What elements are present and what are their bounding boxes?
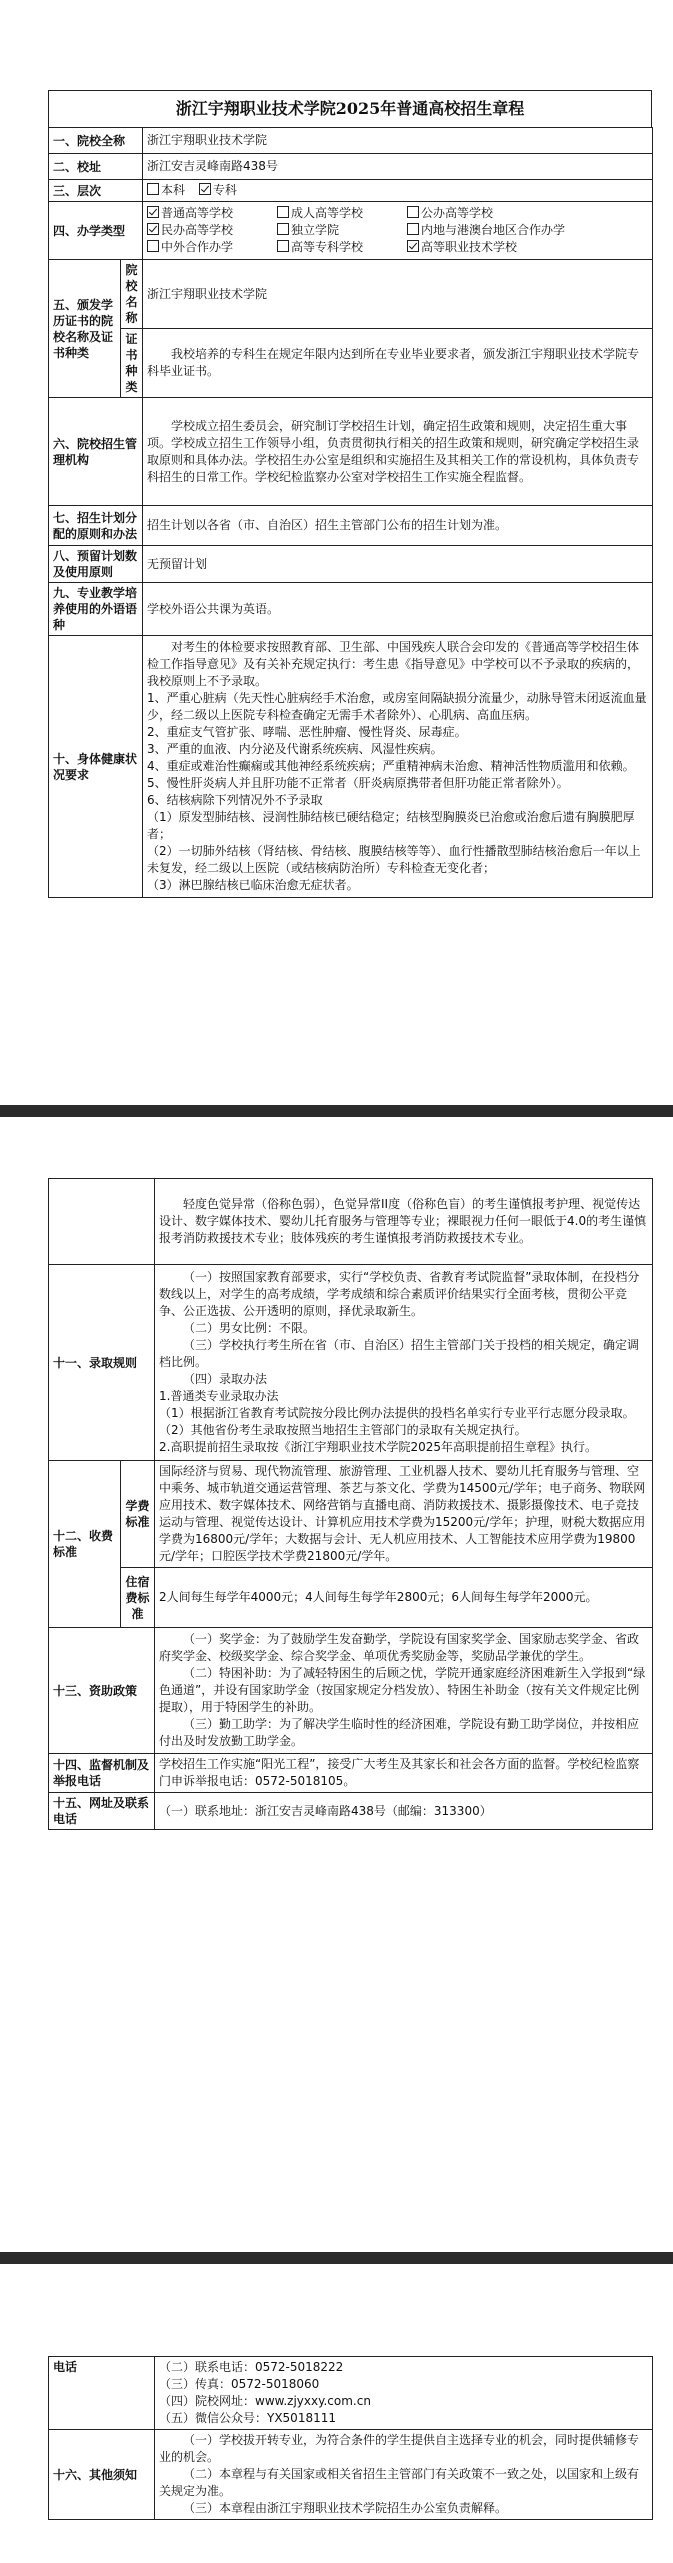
row-label: 五、颁发学历证书的院校名称及证书种类 bbox=[49, 260, 121, 398]
charter-table-1 bbox=[48, 127, 653, 898]
row-value: 国际经济与贸易、现代物流管理、旅游管理、工业机器人技术、婴幼儿托育服务与管理、空中乘务、城市轨道交通运营管理、茶艺与茶文化、学费为14500元/学年；电子商务、物联网应用技术、数字媒体技术、网络营销与直播电商、消防救援技术、摄影摄像技术、电子竞技运动与管理、视觉传达设计、计算机应用技术学费为15200元/学年；护理，财税大数据应用学费为16800元/学年；大数据与会计、无人机应用技术、人工智能技术应用学费为19800元/学年；口腔医学技术学费21800元/学年。 bbox=[155, 1461, 653, 1568]
row-value: 学校外语公共课为英语。 bbox=[143, 583, 653, 636]
other-text: （一）学校拔开转专业，为符合条件的学生提供自主选择专业的机会，同时提供辅修专业的机会。 （二）本章程与有关国家或相关省招生主管部门有关政策不一致之处，以国家和上级有关规定为准。 （三）本章程由浙江宇翔职业技术学院招生办公室负责解释。 bbox=[155, 2430, 653, 2520]
level-options bbox=[143, 180, 653, 202]
row-campus bbox=[49, 154, 653, 180]
row-value: 无预留计划 bbox=[143, 546, 653, 583]
row-label: 四、办学类型 bbox=[49, 202, 143, 260]
type-option[interactable]: 独立学院 bbox=[277, 222, 397, 239]
page-2 bbox=[48, 1178, 652, 1830]
checkbox-icon bbox=[277, 206, 289, 218]
row-value: 我校培养的专科生在规定年限内达到所在专业毕业要求者，颁发浙江宇翔职业技术学院专科毕业证书。 bbox=[143, 329, 653, 398]
level-option[interactable]: 专科 bbox=[199, 182, 237, 199]
sub-label: 学费标准 bbox=[121, 1461, 155, 1568]
type-option[interactable]: 公办高等学校 bbox=[407, 205, 493, 222]
row-fee-dorm bbox=[49, 1568, 653, 1628]
checkbox-icon bbox=[407, 223, 419, 235]
checkbox-checked-icon bbox=[407, 240, 419, 252]
row-cert-school bbox=[49, 260, 653, 329]
type-option[interactable]: 民办高等学校 bbox=[147, 222, 267, 239]
row-label: 十四、监督机制及举报电话 bbox=[49, 1754, 155, 1793]
row-label: 十三、资助政策 bbox=[49, 1628, 155, 1754]
row-value: 学校成立招生委员会，研究制订学校招生计划，确定招生政策和规则，决定招生重大事项。学校成立招生工作领导小组，负责贯彻执行相关的招生政策和规则，研究确定学校招生录取原则和具体办法。学校招生办公室是组织和实施招生及其相关工作的常设机构，具体负责专科招生的日常工作。学校纪检监察办公室对学校招生工作实施全程监督。 bbox=[143, 398, 653, 506]
row-cert-type bbox=[49, 329, 653, 398]
row-contact bbox=[49, 1793, 653, 1830]
checkbox-icon bbox=[407, 206, 419, 218]
sub-label: 证书种类 bbox=[121, 329, 143, 398]
row-aid bbox=[49, 1628, 653, 1754]
row-label: 二、校址 bbox=[49, 154, 143, 180]
row-value: 浙江宇翔职业技术学院 bbox=[143, 128, 653, 154]
charter-table-2 bbox=[48, 1178, 653, 1830]
row-label: 十五、网址及联系电话 bbox=[49, 1793, 155, 1830]
contact-text: （二）联系电话：0572-5018222 （三）传真：0572-5018060 （四）院校网址：www.zjyxxy.com.cn （五）微信公众号：YX5018111 bbox=[155, 2357, 653, 2430]
type-option[interactable]: 高等专科学校 bbox=[277, 239, 397, 256]
row-fee-tuition bbox=[49, 1461, 653, 1568]
row-admit bbox=[49, 1265, 653, 1461]
row-value: 浙江宇翔职业技术学院 bbox=[143, 260, 653, 329]
row-value: 轻度色觉异常（俗称色弱），色觉异常II度（俗称色盲）的考生谨慎报考护理、视觉传达设计、数字媒体技术、婴幼儿托育服务与管理等专业；裸眼视力任何一眼低于4.0的考生谨慎报考消防救援技术专业；肢体残疾的考生谨慎报考消防救援技术专业。 bbox=[155, 1179, 653, 1265]
row-presale bbox=[49, 546, 653, 583]
row-lang bbox=[49, 583, 653, 636]
row-label: 三、层次 bbox=[49, 180, 143, 202]
row-label-empty bbox=[49, 1179, 155, 1265]
row-org bbox=[49, 398, 653, 506]
row-level bbox=[49, 180, 653, 202]
checkbox-icon bbox=[277, 240, 289, 252]
row-label: 九、专业教学培养使用的外语语种 bbox=[49, 583, 143, 636]
page-3 bbox=[48, 2356, 652, 2520]
page-title: 浙江宇翔职业技术学院2025年普通高校招生章程 bbox=[48, 90, 652, 127]
row-value: （一）联系地址：浙江安吉灵峰南路438号（邮编：313300） bbox=[155, 1793, 653, 1830]
type-option[interactable]: 成人高等学校 bbox=[277, 205, 397, 222]
sub-label: 院校名称 bbox=[121, 260, 143, 329]
row-contact-cont bbox=[49, 2357, 653, 2430]
row-type bbox=[49, 202, 653, 260]
sub-label: 住宿费标准 bbox=[121, 1568, 155, 1628]
row-label: 八、预留计划数及使用原则 bbox=[49, 546, 143, 583]
checkbox-icon bbox=[147, 240, 159, 252]
row-value: 学校招生工作实施“阳光工程”，接受广大考生及其家长和社会各方面的监督。学校纪检监察门申诉举报电话：0572-5018105。 bbox=[155, 1754, 653, 1793]
type-option[interactable]: 普通高等学校 bbox=[147, 205, 267, 222]
row-value: 招生计划以各省（市、自治区）招生主管部门公布的招生计划为准。 bbox=[143, 506, 653, 546]
level-option[interactable]: 本科 bbox=[147, 182, 185, 199]
type-option[interactable]: 中外合作办学 bbox=[147, 239, 267, 256]
checkbox-checked-icon bbox=[199, 183, 211, 195]
page-separator bbox=[0, 1105, 673, 1117]
page-1 bbox=[48, 90, 652, 898]
row-label: 十、身体健康状况要求 bbox=[49, 636, 143, 898]
row-health bbox=[49, 636, 653, 898]
row-other bbox=[49, 2430, 653, 2520]
checkbox-icon bbox=[277, 223, 289, 235]
checkbox-icon bbox=[147, 183, 159, 195]
row-label: 十六、其他须知 bbox=[49, 2430, 155, 2520]
row-label: 十二、收费标准 bbox=[49, 1461, 121, 1628]
row-health-cont bbox=[49, 1179, 653, 1265]
row-label: 六、院校招生管理机构 bbox=[49, 398, 143, 506]
row-supervise bbox=[49, 1754, 653, 1793]
page-separator bbox=[0, 2252, 673, 2264]
type-options bbox=[143, 202, 653, 260]
type-option[interactable]: 高等职业技术学校 bbox=[407, 239, 517, 256]
charter-table-3 bbox=[48, 2356, 653, 2520]
row-label: 电话 bbox=[49, 2357, 155, 2430]
aid-text: （一）奖学金：为了鼓励学生发奋勤学，学院设有国家奖学金、国家励志奖学金、省政府奖学金、校级奖学金、综合奖学金、单项优秀奖励金等，奖励品学兼优的学生。 （二）特困补助：为了减轻特困生的后顾之忧，学院开通家庭经济困难新生入学报到“绿色通道”，并设有国家助学金（按国家规定分档发放）、特困生补助金（按有关文件规定比例提取），用于特困学生的补助。 （三）勤工助学：为了解决学生临时性的经济困难，学院设有勤工助学岗位，并按相应付出及时发放勤工助学金。 bbox=[155, 1628, 653, 1754]
row-value: 浙江安吉灵峰南路438号 bbox=[143, 154, 653, 180]
row-label: 一、院校全称 bbox=[49, 128, 143, 154]
row-value: 2人间每生每学年4000元；4人间每生每学年2800元；6人间每生每学年2000元。 bbox=[155, 1568, 653, 1628]
row-label: 十一、录取规则 bbox=[49, 1265, 155, 1461]
checkbox-checked-icon bbox=[147, 206, 159, 218]
type-option[interactable]: 内地与港澳台地区合作办学 bbox=[407, 222, 565, 239]
row-plan bbox=[49, 506, 653, 546]
health-text: 对考生的体检要求按照教育部、卫生部、中国残疾人联合会印发的《普通高等学校招生体检工作指导意见》及有关补充规定执行：考生患《指导意见》中学校可以不予录取的疾病的，我校原则上不予录取。 1、严重心脏病（先天性心脏病经手术治愈，或房室间隔缺损分流量少，动脉导管未闭返流血量少，经二级以上医院专科检查确定无需手术者除外）、心肌病、高血压病。 2、重症支气管扩张、哮喘、恶性肿瘤、慢性肾炎、尿毒症。 3、严重的血液、内分泌及代谢系统疾病、风湿性疾病。 4、重症或难治性癫痫或其他神经系统疾病；严重精神病未治愈、精神活性物质滥用和依赖。 5、慢性肝炎病人并且肝功能不正常者（肝炎病原携带者但肝功能正常者除外）。 6、结核病除下列情况外不予录取 （1）原发型肺结核、浸润性肺结核已硬结稳定；结核型胸膜炎已治愈或治愈后遗有胸膜肥厚者； （2）一切肺外结核（肾结核、骨结核、腹膜结核等等）、血行性播散型肺结核治愈后一年以上未复发，经二级以上医院（或结核病防治所）专科检查无变化者； （3）淋巴腺结核已临床治愈无症状者。 bbox=[143, 636, 653, 898]
row-name bbox=[49, 128, 653, 154]
checkbox-checked-icon bbox=[147, 223, 159, 235]
admit-text: （一）按照国家教育部要求，实行“学校负责、省教育考试院监督”录取体制，在投档分数线以上，对学生的高考成绩，学考成绩和综合素质评价结果实行全面考核，贯彻公平竞争、公正选拔、公开透明的原则，择优录取新生。 （二）男女比例：不限。 （三）学校执行考生所在省（市、自治区）招生主管部门关于投档的相关规定，确定调档比例。 （四）录取办法 1.普通类专业录取办法 （1）根据浙江省教育考试院按分段比例办法提供的投档名单实行专业平行志愿分段录取。 （2）其他省份考生录取按照当地招生主管部门的录取有关规定执行。 2.高职提前招生录取按《浙江宇翔职业技术学院2025年高职提前招生章程》执行。 bbox=[155, 1265, 653, 1461]
row-label: 七、招生计划分配的原则和办法 bbox=[49, 506, 143, 546]
